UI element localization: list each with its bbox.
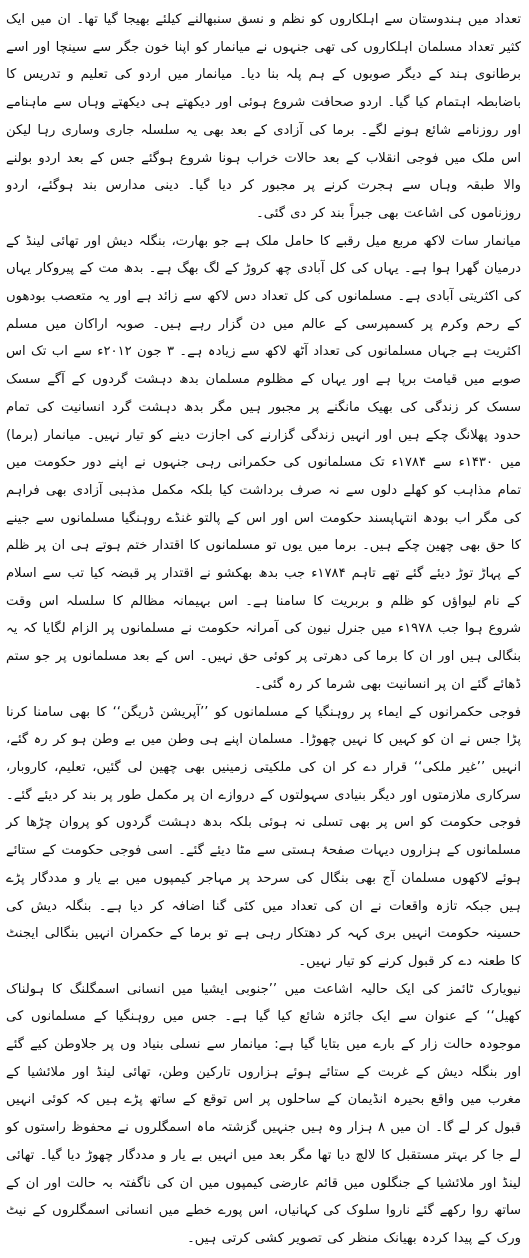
article-paragraph-4: نیویارک ٹائمز کی ایک حالیہ اشاعت میں ’’جنوبی ایشیا میں انسانی اسمگلنگ کا ہولناک کھیل‘‘ کے عنوان سے ایک جائزہ شائع کیا گیا ہے۔ جس میں روہنگیا کے مسلمانوں کی موجودہ حالت زار کے بارے میں بتایا گیا ہے: میانمار سے نسلی بنیاد وں پر جلاوطن کیے گئے اور بنگلہ دیش کے غربت کے ستائے ہوئے ہزاروں تارکین وطن، تھائی لینڈ اور ملائشیا کے مغرب میں واقع بحیرہ انڈیمان کے ساحلوں پر اس توقع کے ساتھ پڑے ہیں کہ کوئی انہیں قبول کر لے گا۔ ان میں ۸ ہزار وہ ہیں جنہیں گزشتہ ماہ اسمگلروں نے محفوظ راستوں کو لے جا کر بہتر مستقبل کا لالچ دیا تھا مگر بعد میں انہیں بے یار و مددگار چھوڑ دیا گیا۔ تھائی لینڈ اور ملائشیا کے جنگلوں میں قائم عارضی کیمپوں میں ان کی ناگفتہ بہ حالت اور ان کے ساتھ روا رکھے گئے ناروا سلوک کی کہانیاں، اس پورے خطے میں انسانی اسمگلروں کے نیٹ ورک کے پیدا کردہ بھیانک منظر کی تصویر کشی کرتی ہیں۔ [6, 981, 521, 1246]
article-paragraph-2: میانمار سات لاکھ مربع میل رقبے کا حامل ملک ہے جو بھارت، بنگلہ دیش اور تھائی لینڈ کے درمیان گھرا ہوا ہے۔ یہاں کی کل آبادی چھ کروڑ کے لگ بھگ ہے۔ بدھ مت کے پیروکار یہاں کی اکثریتی آبادی ہے۔ مسلمانوں کی کل تعداد دس لاکھ سے زائد ہے اور یہ متعصب بودھوں کے رحم وکرم پر کسمپرسی کے عالم میں دن گزار رہے ہیں۔ صوبہ اراکان میں مسلم اکثریت ہے جہاں مسلمانوں کی تعداد آٹھ لاکھ سے زیادہ ہے۔ ۳ جون ۲۰۱۲ء سے اب تک اس صوبے میں قیامت برپا ہے اور یہاں کے مظلوم مسلمان بدھ دہشت گردوں کے آگے سسک سسک کر زندگی کی بھیک مانگنے پر مجبور ہیں مگر بدھ دہشت گرد انسانیت کی تمام حدود پھلانگ چکے ہیں اور انہیں زندگی گزارنے کی اجازت دینے کو تیار نہیں۔ میانمار (برما) میں ۱۴۳۰ء سے ۱۷۸۴ء تک مسلمانوں کی حکمرانی رہی جنہوں نے اپنے دور حکومت میں تمام مذاہب کو کھلے دلوں سے نہ صرف برداشت کیا بلکہ مکمل مذہبی آزادی بھی فراہم کی مگر اب بودھ انتہاپسند حکومت اس اور اس کے پالتو غنڈے روہنگیا مسلمانوں سے جینے کا حق بھی چھین چکے ہیں۔ برما میں یوں تو مسلمانوں کا اقتدار ختم ہوتے ہی ان پر ظلم کے پہاڑ توڑ دیئے گئے تھے تاہم ۱۷۸۴ء جب بدھ بھکشو نے اقتدار پر قبضہ کیا تب سے اسلام کے نام لیواؤں کو ظلم و بربریت کا سامنا ہے۔ اس بہیمانہ مظالم کا سلسلہ اس وقت شروع ہوا جب ۱۹۷۸ء میں جنرل نیون کی آمرانہ حکومت نے مسلمانوں پر الزام لگایا کہ یہ بنگالی ہیں اور ان کا برما کی دھرتی پر کوئی حق نہیں۔ اس کے بعد مسلمانوں پر جو ستم ڈھائے گئے ان پر انسانیت بھی شرما کر رہ گئی۔ [6, 233, 522, 692]
article-paragraph-3: فوجی حکمرانوں کے ایماء پر روہنگیا کے مسلمانوں کو ’’آپریشن ڈریگن‘‘ کا بھی سامنا کرنا پڑا جس نے ان کو کہیں کا نہیں چھوڑا۔ مسلمان اپنے ہی وطن میں بے وطن ہو کر رہ گئے، انہیں ’’غیر ملکی‘‘ قرار دے کر ان کی ملکیتی زمینیں بھی چھین لی گئیں، تعلیم، کاروبار، سرکاری ملازمتوں اور دیگر بنیادی سہولتوں کے دروازے ان پر مکمل طور پر بند کر دیئے گئے۔ فوجی حکومت کو اس پر بھی تسلی نہ ہوئی بلکہ بدھ دہشت گردوں کو پروان چڑھا کر مسلمانوں کے ہزاروں دیہات صفحۂ ہستی سے مٹا دیئے گئے۔ اسی فوجی حکومت کے ستائے ہوئے لاکھوں مسلمان آج بھی بنگال کی سرحد پر مہاجر کیمپوں میں بے یار و مددگار پڑے ہیں جبکہ تازہ واقعات نے ان کی تعداد میں کئی گنا اضافہ کر دیا ہے۔ بنگلہ دیش کی حسینہ حکومت انہیں بری کہہ کر دھتکار رہی ہے تو برما کے حکمران انہیں بنگالی ایجنٹ کا طعنہ دے کر قبول کرنے کو تیار نہیں۔ [6, 704, 521, 969]
article-paragraph-1: تعداد میں ہندوستان سے اہلکاروں کو نظم و نسق سنبھالنے کیلئے بھیجا گیا تھا۔ ان میں ایک کثیر تعداد مسلمان اہلکاروں کی تھی جنہوں نے میانمار کو اپنا خون جگر سے سینچا اور اسے برطانوی ہند کے دیگر صوبوں کے ہم پلہ بنا دیا۔ میانمار میں اردو کی تعلیم و تدریس کا باضابطہ اہتمام کیا گیا۔ اردو صحافت شروع ہوئی اور دیکھتے ہی دیکھتے وہاں سے ماہنامے اور روزنامے شائع ہونے لگے۔ برما کی آزادی کے بعد بھی یہ سلسلہ جاری وساری رہا لیکن اس ملک میں فوجی انقلاب کے بعد حالات خراب ہونا شروع ہوگئے جس کے بعد اردو بولنے والا طبقہ وہاں سے ہجرت کرنے پر مجبور کر دیا گیا۔ دینی مدارس بند ہوگئے، اردو روزناموں کی اشاعت بھی جبراً بند کر دی گئی۔ [6, 12, 521, 221]
